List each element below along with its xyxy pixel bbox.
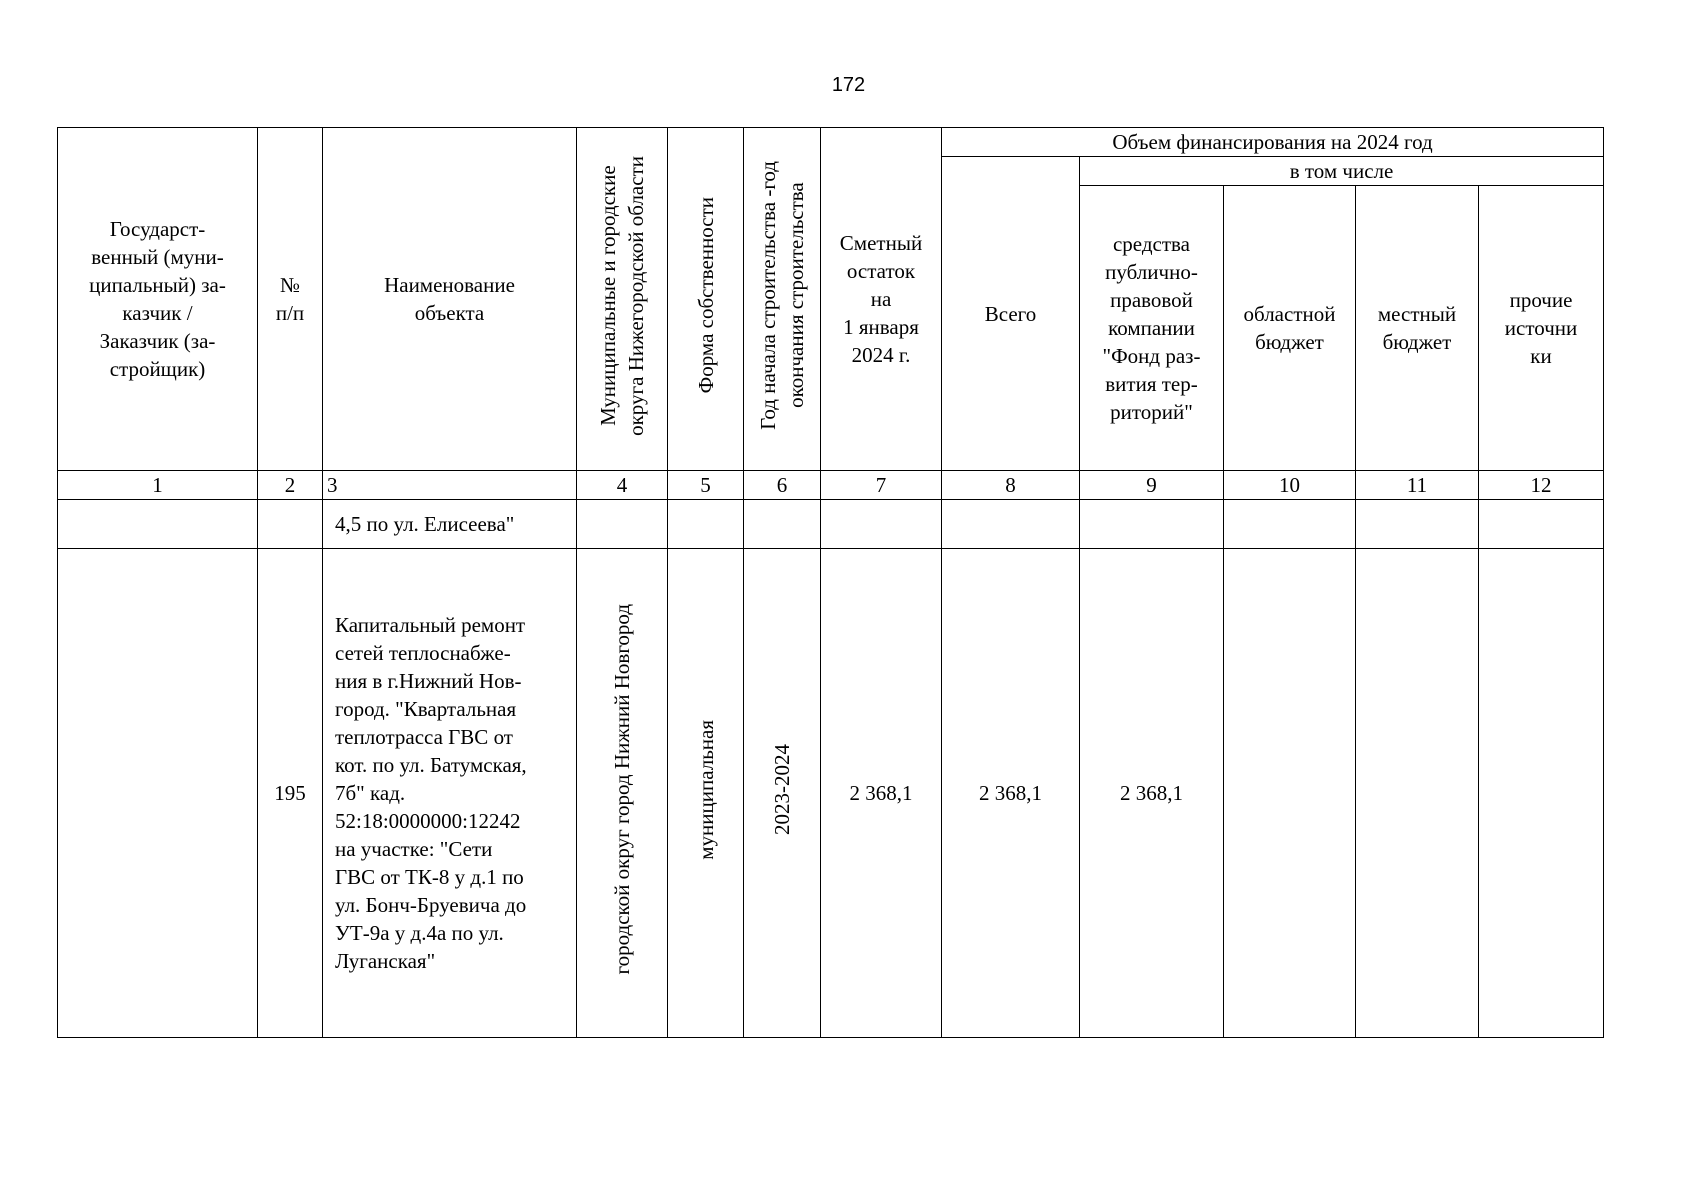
col-num-7: 7	[821, 471, 942, 500]
row-object-name: Капитальный ремонт сетей теплоснабже- ния в г.Нижний Нов- город. "Квартальная теплотрасса ГВС от кот. по ул. Батумская, 7б" кад. 52:18:0000000:12242 на участке: "Сети ГВС от ТК-8 у д.1 по ул. Бонч-Бруевича до УТ-9а у д.4а по ул. Луганская"	[323, 549, 577, 1038]
col-num-5: 5	[668, 471, 744, 500]
header-estimate-remainder: Сметный остаток на 1 января 2024 г.	[821, 128, 942, 471]
cont-cell-2	[258, 500, 323, 549]
col-num-11: 11	[1356, 471, 1479, 500]
page-number: 172	[831, 74, 866, 96]
col-num-2: 2	[258, 471, 323, 500]
header-fund: средства публично- правовой компании "Фонд раз- вития тер- риторий"	[1080, 186, 1224, 471]
cont-cell-7	[821, 500, 942, 549]
row-municipality: городской округ город Нижний Новгород	[577, 549, 668, 1038]
cont-cell-4	[577, 500, 668, 549]
col-num-4: 4	[577, 471, 668, 500]
header-row-1	[58, 128, 1604, 157]
col-num-3: 3	[323, 471, 577, 500]
header-ownership: Форма собственности	[668, 128, 744, 471]
col-num-9: 9	[1080, 471, 1224, 500]
row-years: 2023-2024	[744, 549, 821, 1038]
cont-cell-5	[668, 500, 744, 549]
row-fund: 2 368,1	[1080, 549, 1224, 1038]
column-numbers-row	[58, 471, 1604, 500]
cont-cell-10	[1224, 500, 1356, 549]
cont-cell-8	[942, 500, 1080, 549]
investment-table	[57, 127, 1604, 1038]
col-num-10: 10	[1224, 471, 1356, 500]
header-funding-group: Объем финансирования на 2024 год	[942, 128, 1604, 157]
header-total: Всего	[942, 157, 1080, 471]
cont-cell-6	[744, 500, 821, 549]
row-customer	[58, 549, 258, 1038]
row-regional	[1224, 549, 1356, 1038]
col-num-12: 12	[1479, 471, 1604, 500]
row-local	[1356, 549, 1479, 1038]
col-num-8: 8	[942, 471, 1080, 500]
cont-cell-9	[1080, 500, 1224, 549]
row-total: 2 368,1	[942, 549, 1080, 1038]
col-num-1: 1	[58, 471, 258, 500]
header-local: местный бюджет	[1356, 186, 1479, 471]
cont-object-name: 4,5 по ул. Елисеева"	[323, 500, 577, 549]
row-ownership: муниципальная	[668, 549, 744, 1038]
continuation-row	[58, 500, 1604, 549]
row-number: 195	[258, 549, 323, 1038]
row-estimate-remainder: 2 368,1	[821, 549, 942, 1038]
col-num-6: 6	[744, 471, 821, 500]
row-other	[1479, 549, 1604, 1038]
header-other: прочие источни ки	[1479, 186, 1604, 471]
header-number: № п/п	[258, 128, 323, 471]
header-municipalities: Муниципальные и городские округа Нижегородской области	[577, 128, 668, 471]
header-object-name: Наименование объекта	[323, 128, 577, 471]
header-customer: Государст- венный (муни- ципальный) за- казчик / Заказчик (за- стройщик)	[58, 128, 258, 471]
header-including: в том числе	[1080, 157, 1604, 186]
table-row	[58, 549, 1604, 1038]
cont-cell-11	[1356, 500, 1479, 549]
header-regional: областной бюджет	[1224, 186, 1356, 471]
cont-cell-1	[58, 500, 258, 549]
header-years: Год начала строительства -год окончания строительства	[744, 128, 821, 471]
cont-cell-12	[1479, 500, 1604, 549]
